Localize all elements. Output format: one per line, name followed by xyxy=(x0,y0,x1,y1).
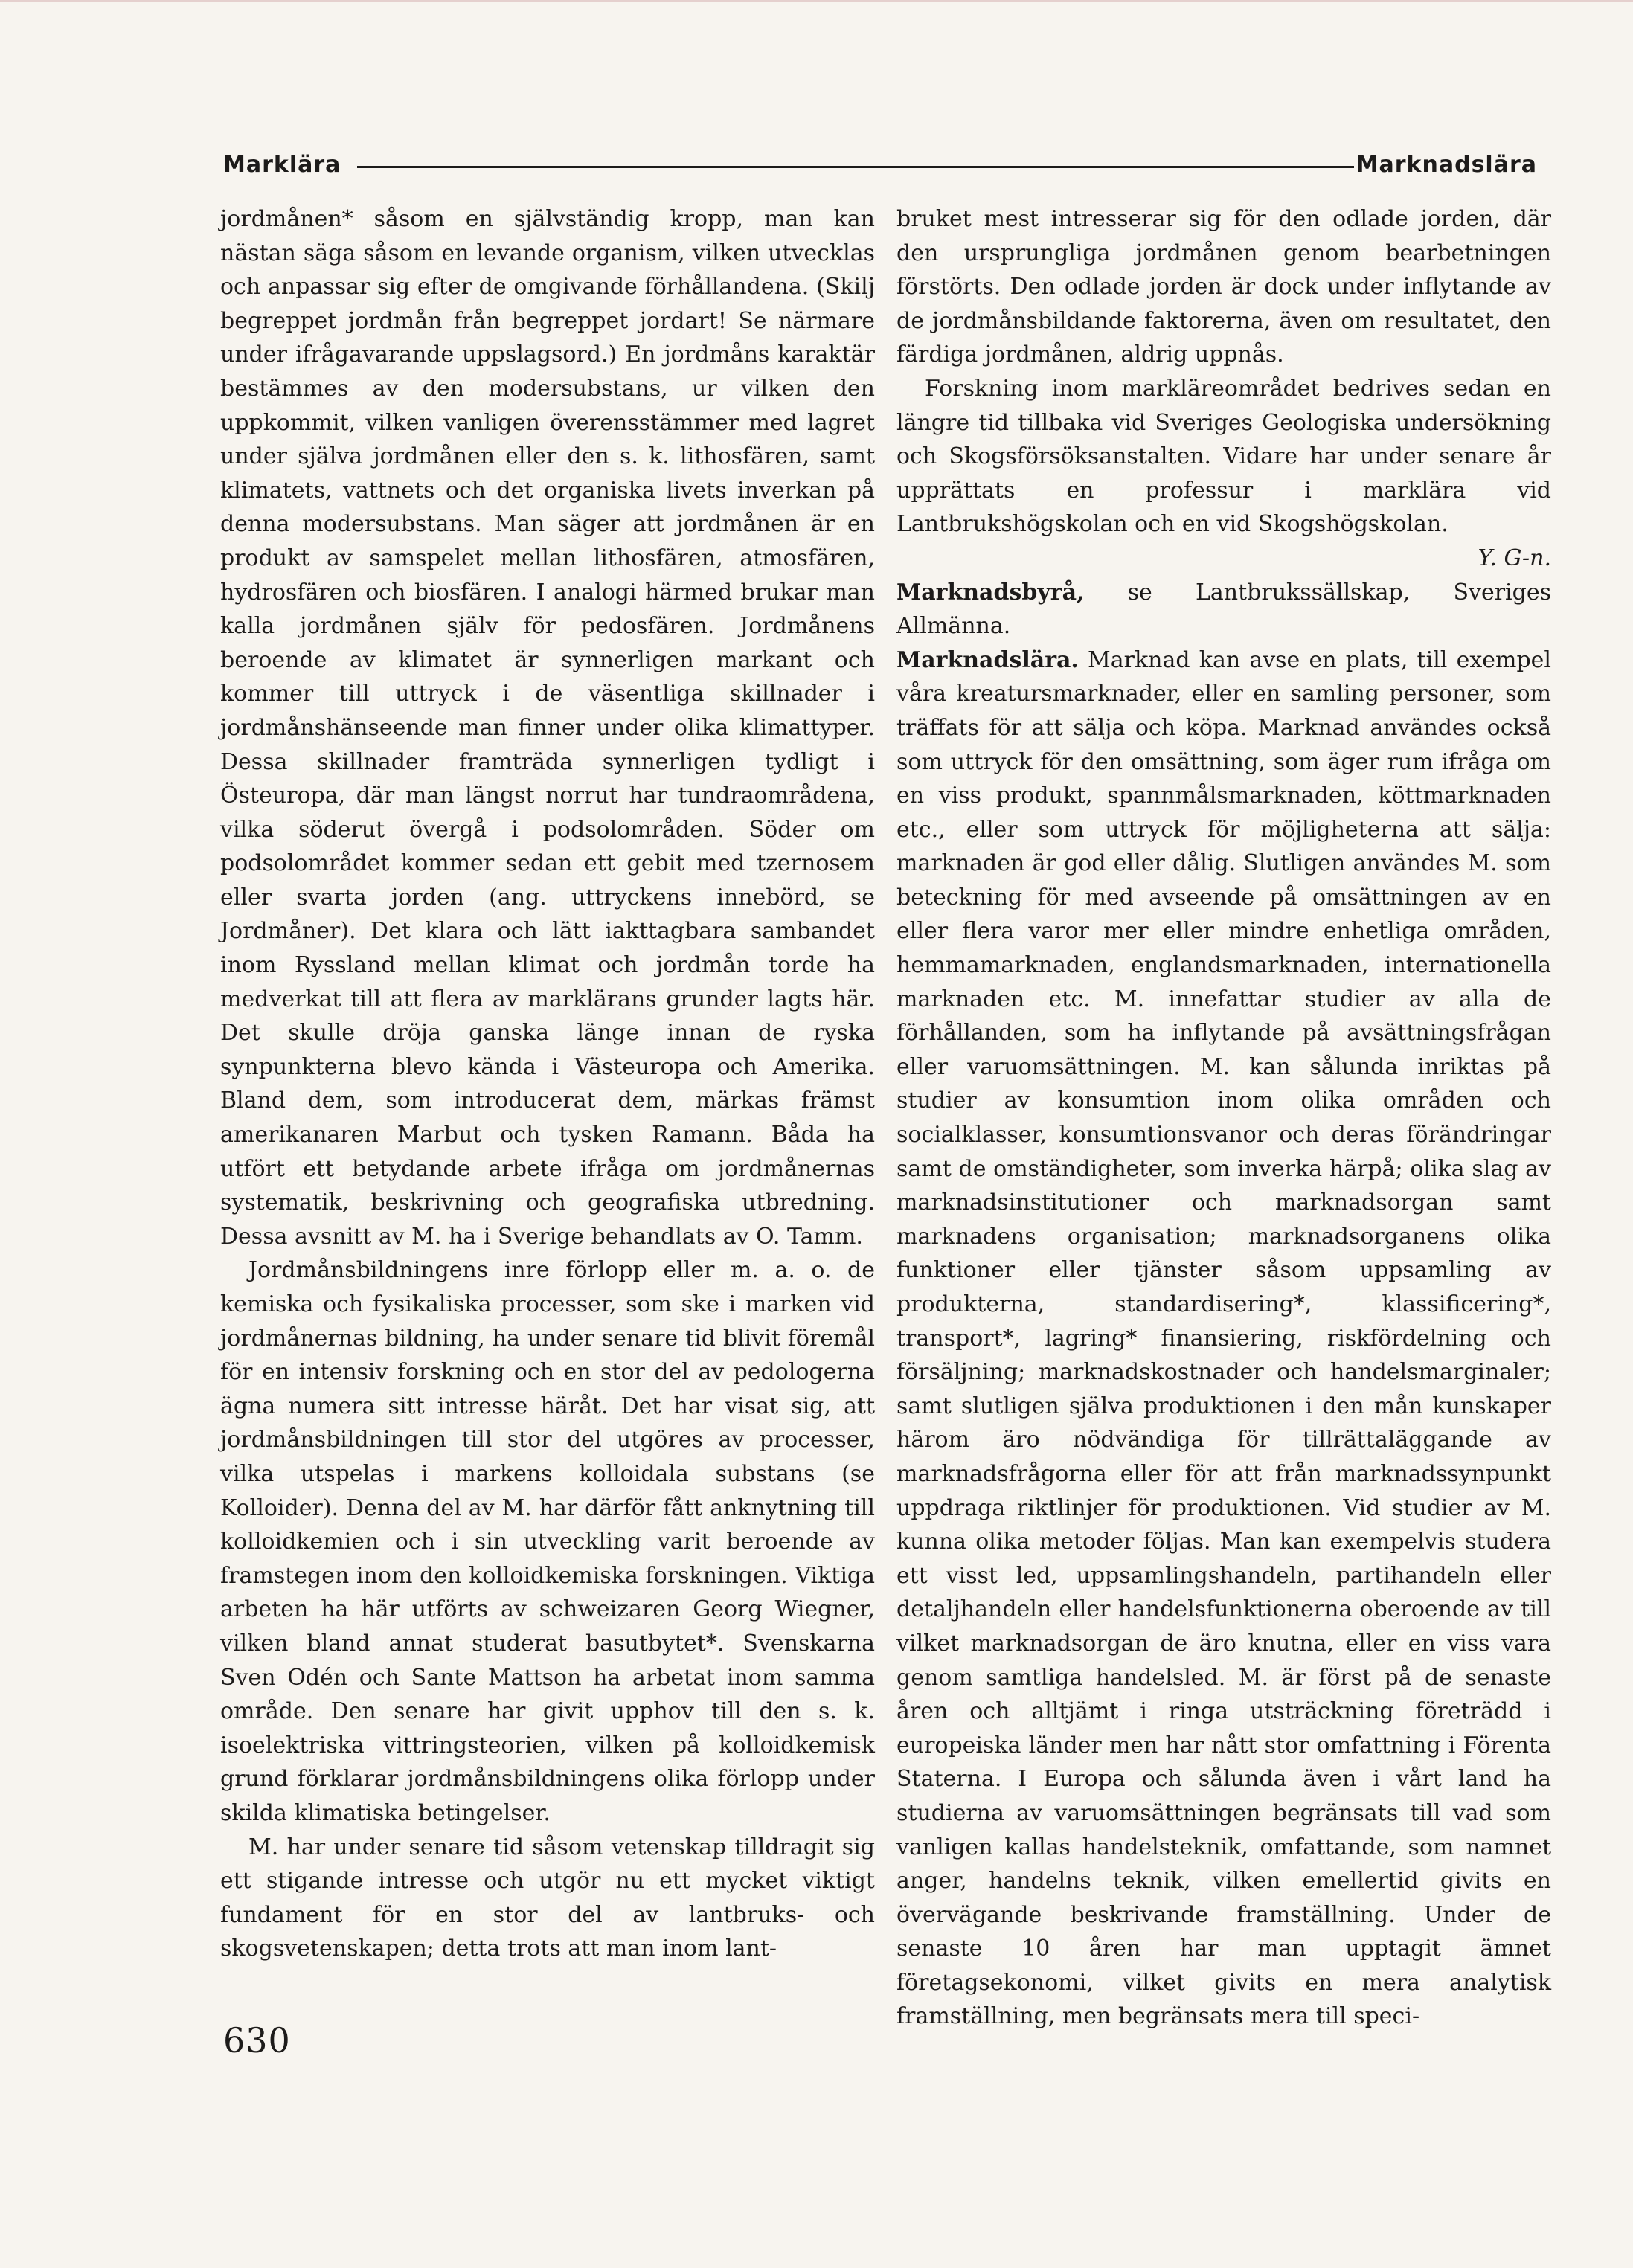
entry-marknadslara xyxy=(896,643,1551,2034)
running-header xyxy=(223,152,1537,178)
right-paragraph-2: Forskning inom markläreområdet bedrives sedan en längre tid tillbaka vid Sveriges Geologiska undersökning och Skogsförsöksanstalten. Vidare har under senare år upprättats en professur i marklära vid Lantbrukshögskolan och en vid Skogshögskolan. xyxy=(896,375,1551,538)
left-paragraph-3: M. har under senare tid såsom vetenskap tilldragit sig ett stigande intresse och utgör nu ett mycket viktigt fundament för en stor del av lantbruks- och skogsvetenskapen; detta trots att man inom lant- xyxy=(220,1834,875,1962)
page-number: 630 xyxy=(223,2020,291,2060)
left-paragraph-2: Jordmånsbildningens inre förlopp eller m. a. o. de kemiska och fysikaliska processer, som ske i marken vid jordmånernas bildning, ha under senare tid blivit föremål för en intensiv forskning och en stor del av pedologerna ägna numera sitt intresse häråt. Det har visat sig, att jordmånsbildningen till stor del utgöres av processer, vilka utspelas i markens kolloidala substans (se Kolloider). Denna del av M. har därför fått anknytning till kolloidkemien och i sin utveckling varit beroende av framstegen inom den kolloidkemiska forskningen. Viktiga arbeten ha här utförts av schweizaren Georg Wiegner, vilken bland annat studerat basutbytet*. Svenskarna Sven Odén och Sante Mattson ha arbetat inom samma område. Den senare har givit upphov till den s. k. isoelektriska vittringsteorien, vilken på kolloidkemisk grund förklarar jordmånsbildningens olika förlopp under skilda klimatiska betingelser. xyxy=(220,1257,875,1826)
entry-term-marknadslara: Marknadslära. xyxy=(896,646,1079,673)
entry-text-marknadslara: Marknad kan avse en plats, till exempel våra kreatursmarknader, eller en samling personer, som träffats för att sälja och köpa. Marknad användes också som uttryck för den omsättning, som äger rum ifråga om en viss produkt, spannmålsmarknaden, köttmarknaden etc., eller som uttryck för möjligheterna att sälja: marknaden är god eller dålig. Slutligen användes M. som beteckning för med avseende på omsättningen av en eller flera varor mer eller mindre enhetliga områden, hemmamarknaden, englandsmarknaden, internationella marknaden etc. M. innefattar studier av alla de förhållanden, som ha inflytande på avsättningsfrågan eller varuomsättningen. M. kan sålunda inriktas på studier av konsumtion inom olika områden och socialklasser, konsumtionsvanor och deras förändringar samt de omständigheter, som inverka härpå; olika slag av marknadsinstitutioner och marknadsorgan samt marknadens organisation; marknadsorganens olika funktioner eller tjänster såsom uppsamling av produkterna, standardisering*, klassificering*, transport*, lagring* finansiering, riskfördelning och försäljning; marknadskostnader och handelsmarginaler; samt slutligen själva produktionen i den mån kunskaper härom äro nödvändiga för tillrättaläggande av marknadsfrågorna eller för att från marknadssynpunkt uppdraga riktlinjer för produktionen. Vid studier av M. kunna olika metoder följas. Man kan exempelvis studera ett visst led, uppsamlingshandeln, partihandeln eller detaljhandeln eller handelsfunktionerna oberoende av till vilket marknadsorgan de äro knutna, eller en viss vara genom samtliga handelsled. M. är först på de senaste åren och alltjämt i ringa utsträckning företrädd i europeiska länder men har nått stor omfattning i Förenta Staterna. I Europa och sålunda även i vårt land ha studierna av varuomsättningen begränsats till vad som vanligen kallas handelsteknik, omfattande, som namnet anger, handelns teknik, vilken emellertid givits en övervägande beskrivande framställning. Under de senaste 10 åren har man upptagit ämnet företagsekonomi, vilket givits en mera analytisk framställning, men begränsats mera till speci- xyxy=(896,646,1551,2030)
header-right-title: Marknadslära xyxy=(1356,152,1537,178)
entry-term-marknadsbyra: Marknadsbyrå, xyxy=(896,579,1085,605)
right-paragraph-1: bruket mest intresserar sig för den odlade jorden, där den ursprungliga jordmånen genom bearbetningen förstörts. Den odlade jorden är dock under inflytande av de jordmånsbildande faktorerna, även om resultatet, den färdiga jordmånen, aldrig uppnås. xyxy=(896,206,1551,368)
left-column xyxy=(220,202,875,1966)
author-signature: Y. G-n. xyxy=(1478,544,1551,571)
entry-marknadsbyra xyxy=(896,576,1551,643)
header-rule xyxy=(357,166,1354,168)
header-left-title: Marklära xyxy=(223,152,341,178)
entry-text-marknadsbyra: se Lantbrukssällskap, Sveriges Allmänna. xyxy=(896,579,1551,640)
page-top-edge xyxy=(0,0,1633,2)
right-column xyxy=(896,202,1551,2034)
left-paragraph-1: jordmånen* såsom en självständig kropp, man kan nästan säga såsom en levande organism, vilken utvecklas och anpassar sig efter de omgivande förhållandena. (Skilj begreppet jordmån från begreppet jordart! Se närmare under ifrågavarande uppslagsord.) En jordmåns karaktär bestämmes av den modersubstans, ur vilken den uppkommit, vilken vanligen överensstämmer med lagret under själva jordmånen eller den s. k. lithosfären, samt klimatets, vattnets och det organiska livets inverkan på denna modersubstans. Man säger att jordmånen är en produkt av samspelet mellan lithosfären, atmosfären, hydrosfären och biosfären. I analogi härmed brukar man kalla jordmånen själv för pedosfären. Jordmånens beroende av klimatet är synnerligen markant och kommer till uttryck i de väsentliga skillnader i jordmånshänseende man finner under olika klimattyper. Dessa skillnader framträda synnerligen tydligt i Östeuropa, där man längst norrut har tundraområdena, vilka söderut övergå i podsolområden. Söder om podsolområdet kommer sedan ett gebit med tzernosem eller svarta jorden (ang. uttryckens innebörd, se Jordmåner). Det klara och lätt iakttagbara sambandet inom Ryssland mellan klimat och jordmån torde ha medverkat till att flera av marklärans grunder lagts här. Det skulle dröja ganska länge innan de ryska synpunkterna blevo kända i Västeuropa och Amerika. Bland dem, som introducerat dem, märkas främst amerikanaren Marbut och tysken Ramann. Båda ha utfört ett betydande arbete ifråga om jordmånernas systematik, beskrivning och geografiska utbredning. Dessa avsnitt av M. ha i Sverige behandlats av O. Tamm. xyxy=(220,206,875,1250)
